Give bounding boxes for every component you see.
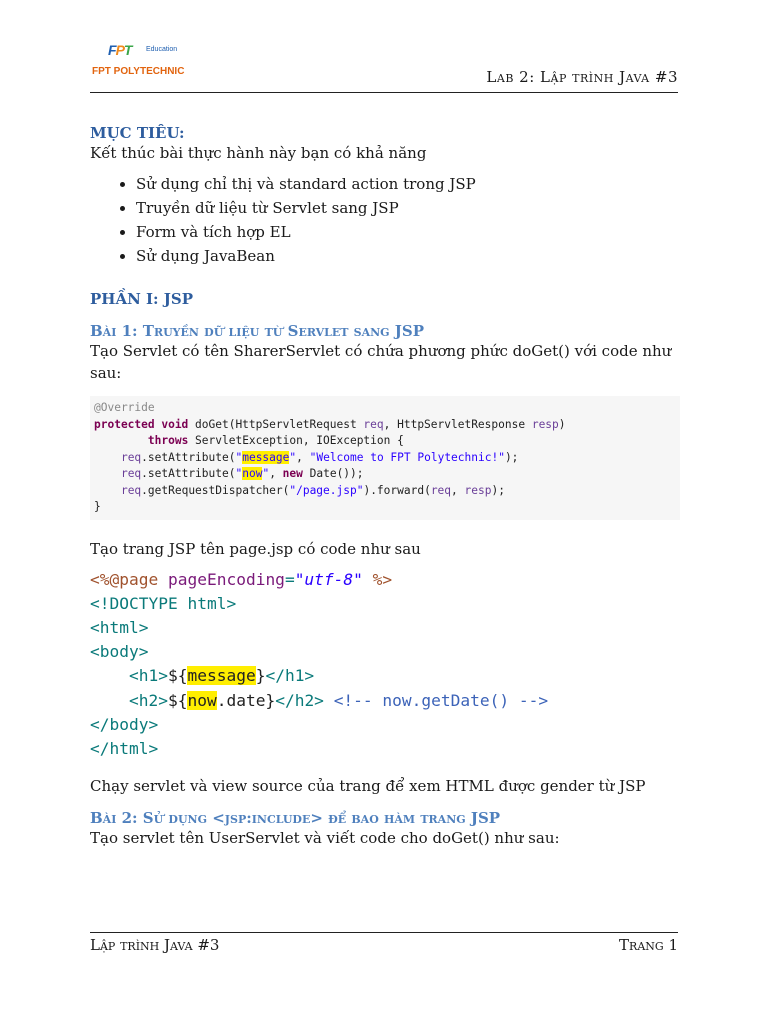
logo-brand: FPT — [108, 42, 132, 58]
page-content — [90, 124, 680, 849]
footer-course: Lập trình Java #3 — [90, 936, 220, 954]
objectives-heading: MỤC TIÊU: — [90, 124, 185, 142]
list-item: • Form và tích hợp EL — [136, 220, 680, 244]
jsp-code-block: <%@page pageEncoding="utf-8" %> <!DOCTYPE html> <html> <body> <h1>${message}</h1> <h2>${now.date}</h2> <!-- now.getDate() --> </body> </html> — [90, 569, 549, 758]
objectives-intro: Kết thúc bài thực hành này bạn có khả năng — [90, 144, 427, 162]
ex2-heading: Bài 2: Sử dụng <jsp:include> để bao hàm trang JSP — [90, 809, 501, 828]
list-item: • Sử dụng chỉ thị và standard action trong JSP — [136, 172, 680, 196]
ex1-description: Tạo Servlet có tên SharerServlet có chứa phương phức doGet() với code như sau: — [90, 342, 672, 382]
part1-heading: PHẦN I: JSP — [90, 290, 194, 308]
footer-divider — [90, 932, 678, 933]
ex2-description: Tạo servlet tên UserServlet và viết code cho doGet() như sau: — [90, 829, 560, 848]
page-number: Trang 1 — [619, 936, 678, 954]
servlet-code-block: @Override protected void doGet(HttpServletRequest req, HttpServletResponse resp) throws ServletException, IOException { req.setAttribute("message", "Welcome to FPT Polytechnic!"); req.setAttribute("now", new Date()); req.getRequestDispatcher("/page.jsp").forward(req, resp); } — [90, 396, 680, 520]
ex1-run-instruction: Chạy servlet và view source của trang để xem HTML được gender từ JSP — [90, 777, 646, 796]
header-divider — [90, 92, 678, 93]
ex1-jsp-instruction: Tạo trang JSP tên page.jsp có code như sau — [90, 539, 421, 558]
list-item: • Sử dụng JavaBean — [136, 244, 680, 268]
list-item: • Truyền dữ liệu từ Servlet sang JSP — [136, 196, 680, 220]
logo-edu: Education — [146, 46, 178, 53]
logo-name: FPT POLYTECHNIC — [92, 66, 185, 77]
ex1-heading: Bài 1: Truyền dữ liệu từ Servlet sang JSP — [90, 322, 425, 340]
lab-title: Lab 2: Lập trình Java #3 — [486, 68, 678, 86]
fpt-logo — [92, 42, 212, 82]
objectives-list — [90, 172, 680, 268]
